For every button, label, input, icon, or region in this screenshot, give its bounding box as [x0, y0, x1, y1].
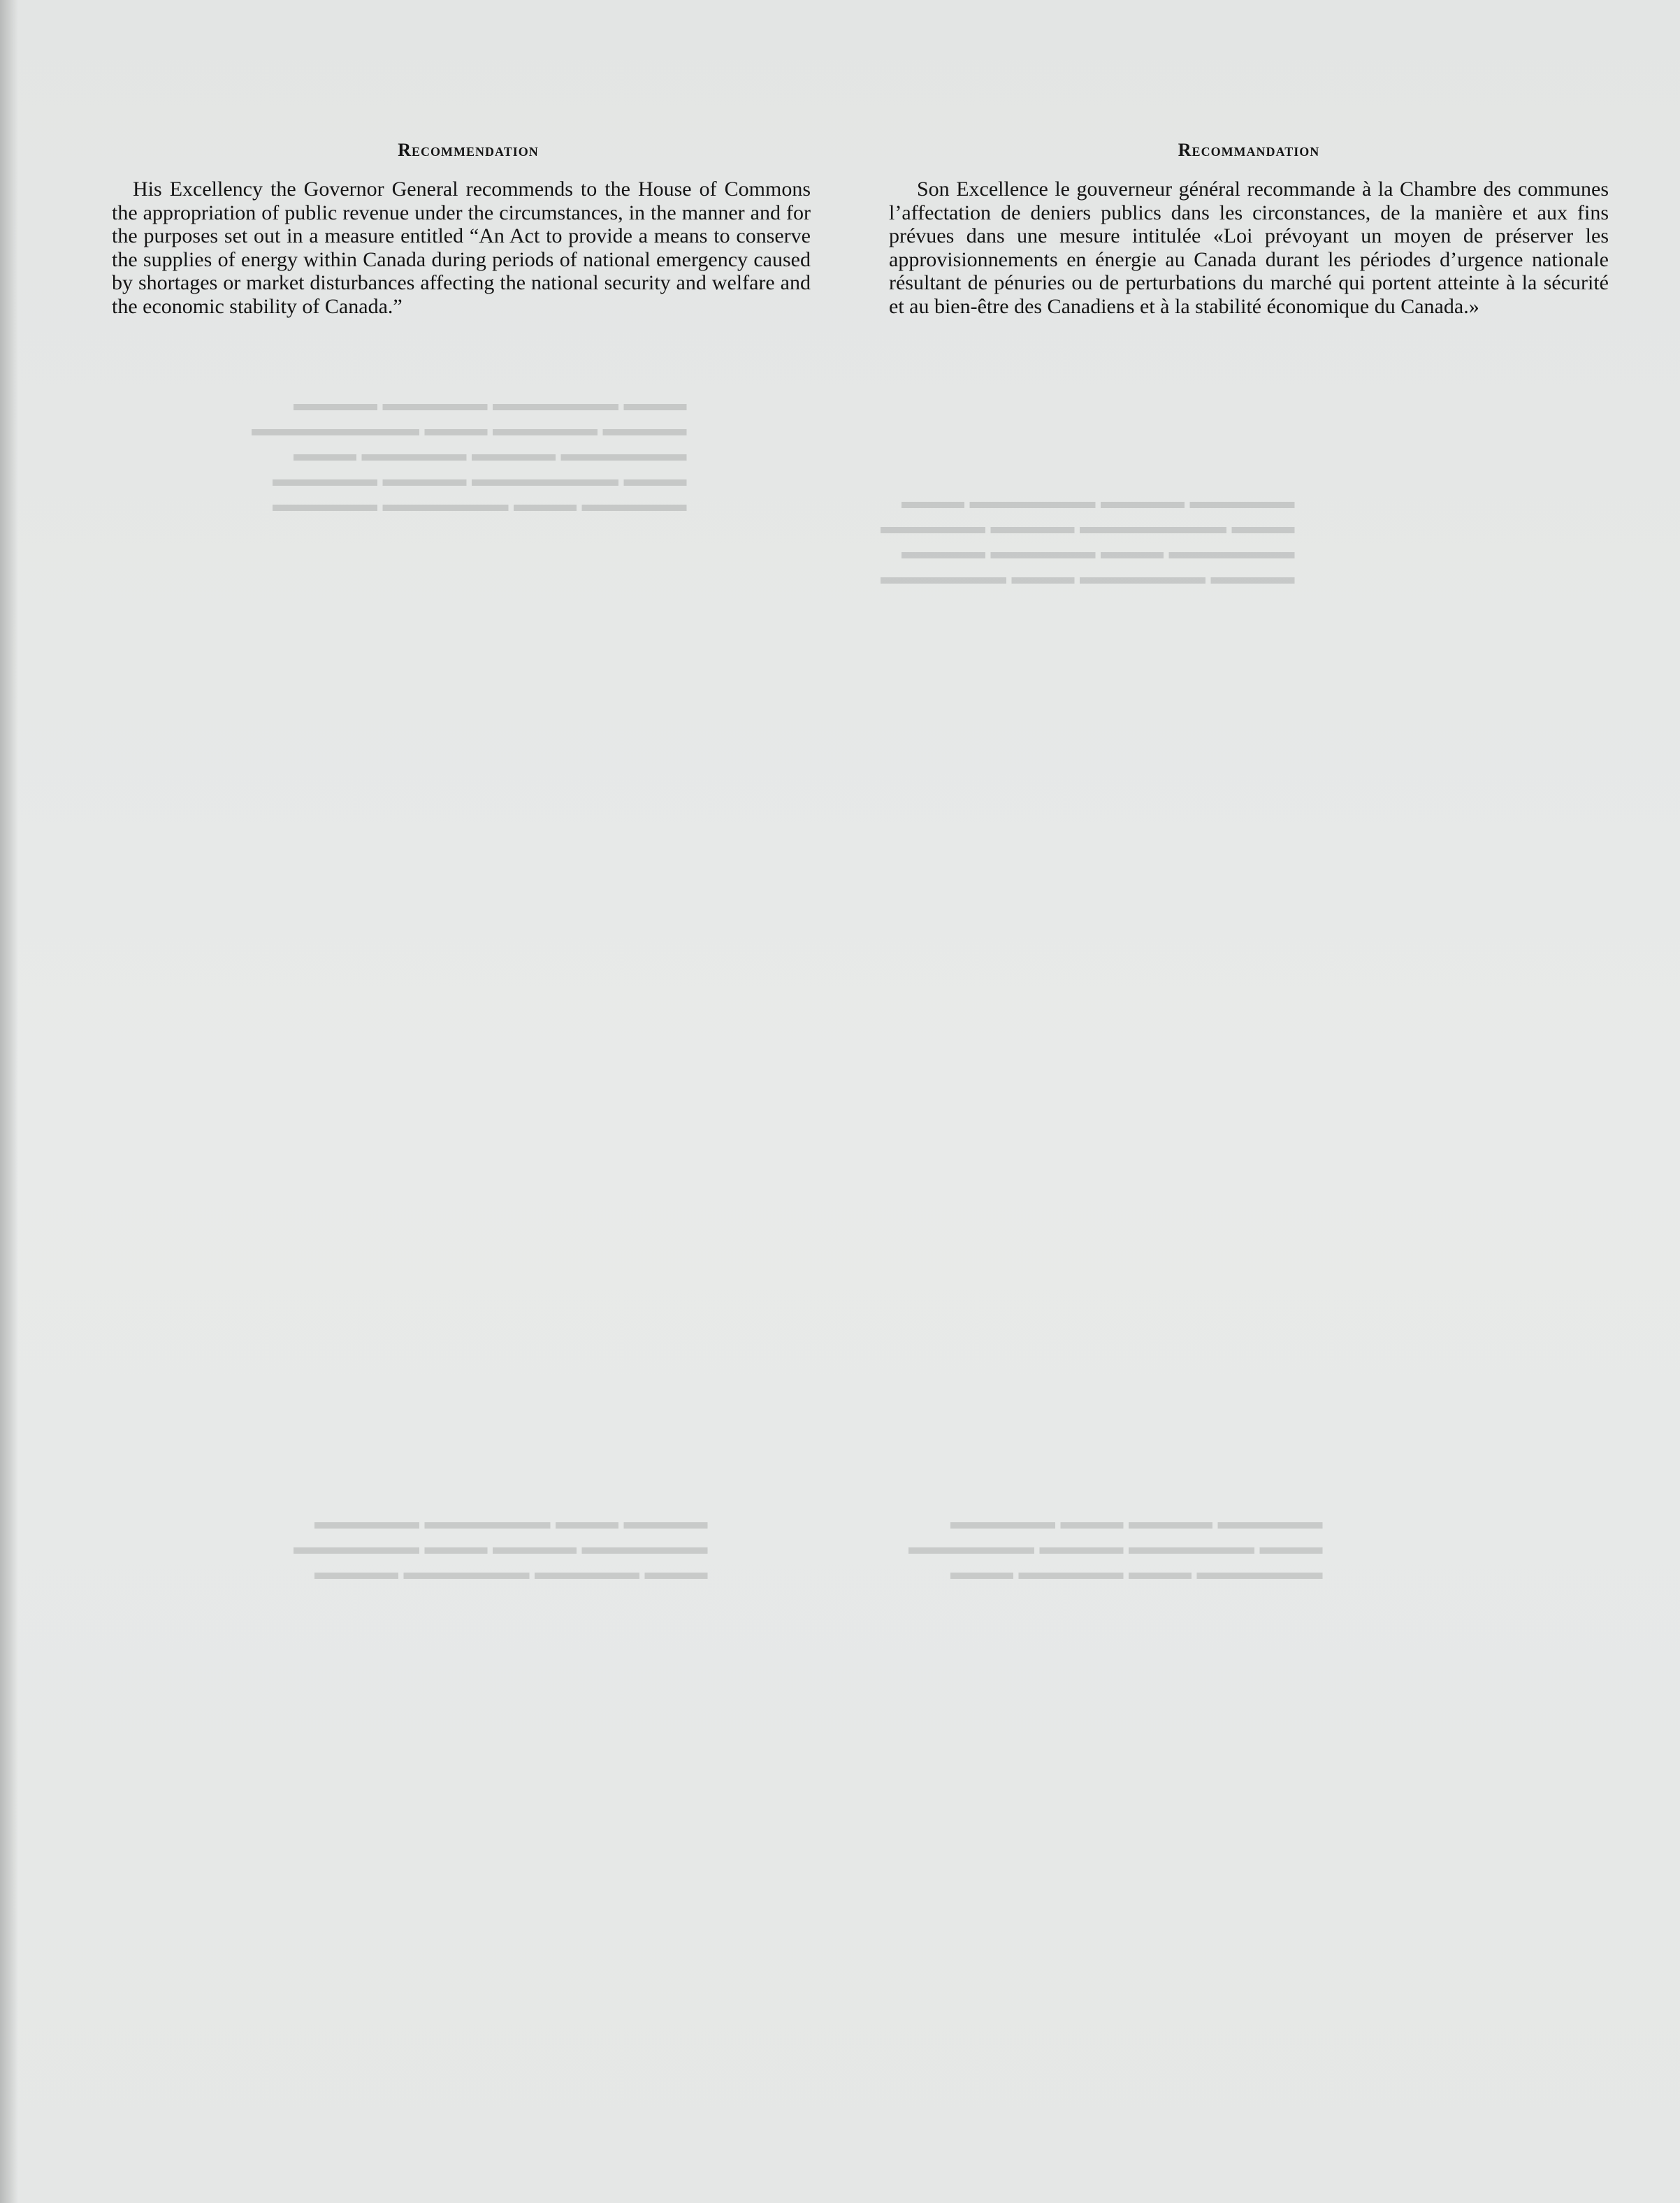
bleed-through-texture: ▬▬▬▬ ▬▬▬ ▬▬▬▬▬▬ ▬▬▬▬▬ ▬▬▬▬▬▬ ▬▬▬▬ ▬▬▬ ▬▬▬▬▬▬ ▬▬▬ ▬▬▬▬▬ ▬▬▬▬▬▬ ▬▬▬▬ — [294, 1510, 708, 1584]
bleed-through-texture: ▬▬▬ ▬▬▬▬▬▬ ▬▬▬▬▬ ▬▬▬▬ ▬▬▬▬ ▬▬▬▬▬ ▬▬▬ ▬▬▬▬▬▬▬▬ ▬▬▬▬▬▬ ▬▬▬▬ ▬▬▬▬▬ ▬▬▬ ▬▬▬ ▬▬▬▬▬▬▬ ▬▬▬▬ ▬▬▬▬▬ ▬▬▬▬▬ ▬▬▬ ▬▬▬▬▬▬ ▬▬▬▬▬ — [252, 392, 687, 516]
recommendation-french — [889, 140, 1609, 318]
recommendation-heading-fr: Recommandation — [1178, 140, 1320, 160]
bleed-through-texture: ▬▬▬▬▬ ▬▬▬▬ ▬▬▬ ▬▬▬▬▬ ▬▬▬ ▬▬▬▬▬▬ ▬▬▬▬ ▬▬▬▬▬▬ ▬▬▬▬▬▬ ▬▬▬ ▬▬▬▬▬ ▬▬▬ — [908, 1510, 1323, 1584]
bleed-through-texture: ▬▬▬▬▬ ▬▬▬▬ ▬▬▬▬▬▬ ▬▬▬ ▬▬▬ ▬▬▬▬▬▬▬ ▬▬▬▬ ▬▬▬▬▬ ▬▬▬▬▬▬ ▬▬▬ ▬▬▬▬▬ ▬▬▬▬ ▬▬▬▬ ▬▬▬▬▬▬ ▬▬▬ ▬▬▬▬▬▬ — [881, 490, 1295, 588]
recommendation-english — [112, 140, 811, 318]
page-edge-shadow — [0, 0, 18, 2203]
recommendation-heading-en: Recommendation — [398, 140, 539, 160]
recommendation-body-fr: Son Excellence le gouverneur général recommande à la Chambre des communes l’affectation de deniers publics dans les circonstances, de la manière et aux fins prévues dans une mesure intitulée «Loi prévoyant un moyen de préserver les approvisionnements en énergie au Canada durant les périodes d’urgence nationale résultant de pénuries ou de perturbations du marché qui portent atteinte à la sécurité et au bien-être des Canadiens et à la stabilité économique du Canada.» — [889, 178, 1609, 318]
recommendation-body-en: His Excellency the Governor General recommends to the House of Commons the appropriation of public revenue under the circumstances, in the manner and for the purposes set out in a measure entitled “An Act to provide a means to conserve the supplies of energy within Canada during periods of national emergency caused by shortages or market disturbances affecting the national security and welfare and the economic stability of Canada.” — [112, 178, 811, 318]
